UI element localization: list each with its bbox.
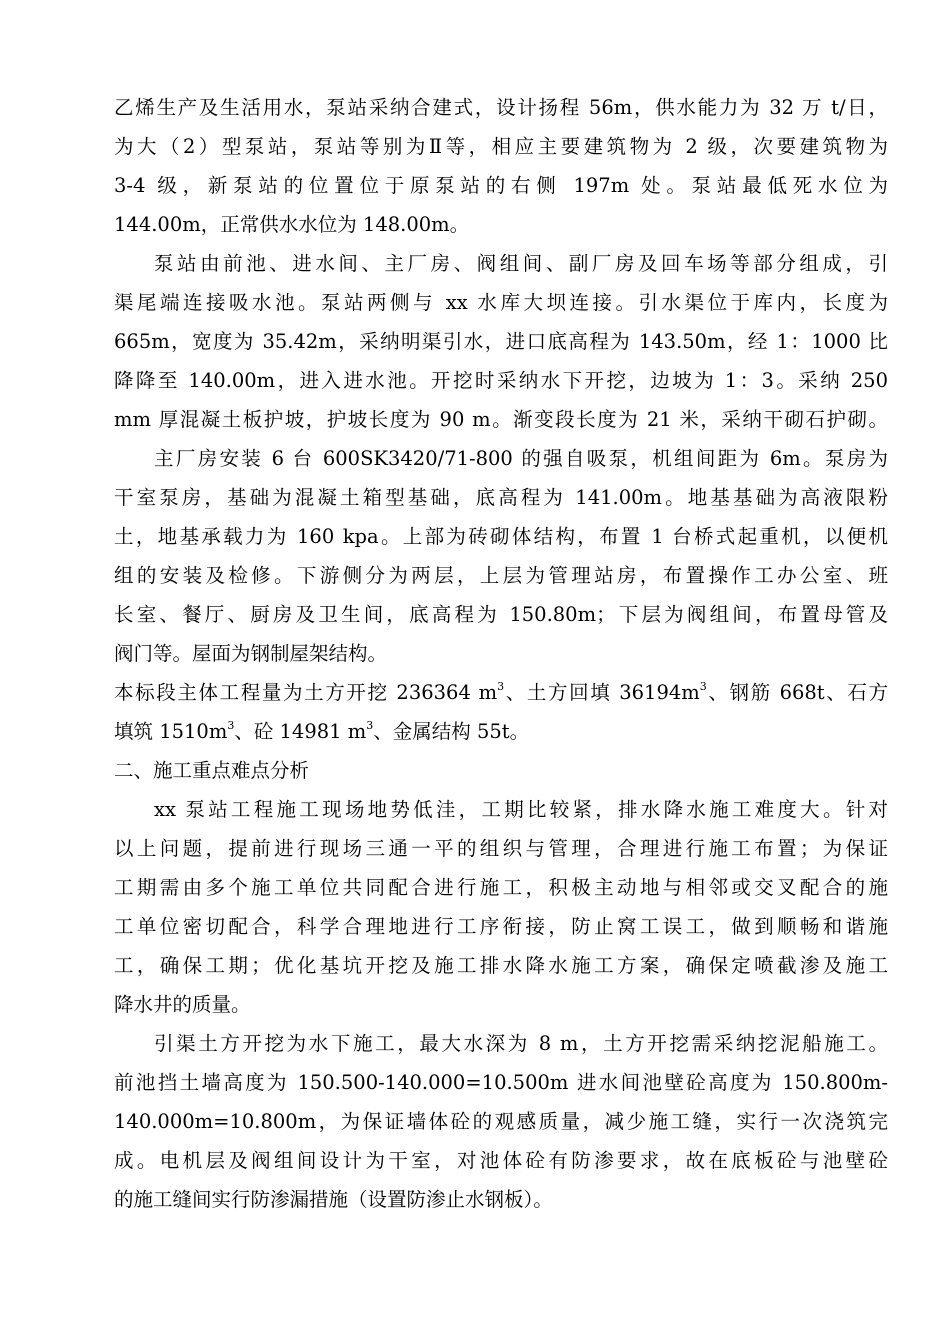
text-line [114, 673, 888, 712]
text-line: 降降至 140.00m，进入进水池。开挖时采纳水下开挖，边坡为 1：3。采纳 250 [114, 369, 888, 392]
text-line: 成。电机层及阀组间设计为干室，对池体砼有防渗要求，故在底板砼与池壁砼 [114, 1149, 888, 1172]
paragraph-pump-station-overview [114, 88, 888, 244]
text-line: 组的安装及检修。下游侧分为两层，上层为管理站房，布置操作工办公室、班 [114, 564, 888, 587]
text-line: 降水井的质量。 [114, 993, 251, 1016]
text-segment: 本标段主体工程量为土方开挖 236364 m [114, 681, 498, 704]
text-line: 前池挡土墙高度为 150.500-140.000=10.500m 进水间池壁砼高度为 150.800m- [114, 1071, 888, 1094]
text-line: 144.00m，正常供水水位为 148.00m。 [114, 213, 470, 236]
superscript: 3 [699, 680, 707, 693]
text-line: 665m，宽度为 35.42m，采纳明渠引水，进口底高程为 143.50m，经 1：1000 比 [114, 330, 888, 353]
text-line: 为大（2）型泵站，泵站等别为Ⅱ等，相应主要建筑物为 2 级，次要建筑物为 [114, 135, 888, 158]
paragraph-main-powerhouse [114, 439, 888, 673]
text-line: 乙烯生产及生活用水，泵站采纳合建式，设计扬程 56m，供水能力为 32 万 t/日， [114, 96, 888, 119]
text-line [114, 712, 888, 751]
text-line: 3-4 级，新泵站的位置位于原泵站的右侧 197m 处。泵站最低死水位为 [114, 174, 888, 197]
superscript: 3 [366, 719, 374, 732]
text-line: 工期需由多个施工单位共同配合进行施工，积极主动地与相邻或交叉配合的施 [114, 876, 888, 899]
text-line: 以上问题，提前进行现场三通一平的组织与管理，合理进行施工布置；为保证 [114, 837, 888, 860]
text-segment: 、砼 14981 m [234, 720, 367, 743]
paragraph-excavation [114, 1024, 888, 1219]
text-line: xx 泵站工程施工现场地势低洼，工期比较紧，排水降水施工难度大。针对 [154, 798, 888, 821]
text-segment: 、钢筋 668t、石方 [706, 681, 888, 704]
text-line: 渠尾端连接吸水池。泵站两侧与 xx 水库大坝连接。引水渠位于库内，长度为 [114, 291, 888, 314]
text-segment: 、土方回填 36194m [504, 681, 700, 704]
text-line: 长室、餐厅、厨房及卫生间，底高程为 150.80m；下层为阀组间，布置母管及 [114, 603, 888, 626]
paragraph-pump-station-composition [114, 244, 888, 439]
text-line: mm 厚混凝土板护坡，护坡长度为 90 m。渐变段长度为 21 米，采纳干砌石护砌。 [114, 408, 888, 431]
superscript: 3 [227, 719, 235, 732]
section-heading: 二、施工重点难点分析 [114, 759, 310, 782]
superscript: 3 [497, 680, 505, 693]
text-line: 土，地基承载力为 160 kpa。上部为砖砌体结构，布置 1 台桥式起重机，以便机 [114, 525, 888, 548]
text-line: 工单位密切配合，科学合理地进行工序衔接，防止窝工误工，做到顺畅和谐施 [114, 915, 888, 938]
text-line: 工，确保工期；优化基坑开挖及施工排水降水施工方案，确保定喷截渗及施工 [114, 954, 888, 977]
text-line: 泵站由前池、进水间、主厂房、阀组间、副厂房及回车场等部分组成，引 [154, 252, 888, 275]
text-line: 引渠土方开挖为水下施工，最大水深为 8 m，土方开挖需采纳挖泥船施工。 [154, 1032, 888, 1055]
document-page [114, 88, 888, 1219]
text-segment: 、金属结构 55t。 [373, 720, 530, 743]
paragraph-key-difficulties [114, 790, 888, 1024]
text-segment: 填筑 1510m [114, 720, 228, 743]
text-line: 140.000m=10.800m，为保证墙体砼的观感质量，减少施工缝，实行一次浇筑完 [114, 1110, 888, 1133]
text-line: 阀门等。屋面为钢制屋架结构。 [114, 642, 388, 665]
text-line: 干室泵房，基础为混凝土箱型基础，底高程为 141.00m。地基基础为高液限粉 [114, 486, 888, 509]
text-line: 主厂房安装 6 台 600SK3420/71-800 的强自吸泵，机组间距为 6m。泵房为 [154, 447, 888, 470]
text-line: 的施工缝间实行防渗漏措施（设置防渗止水钢板）。 [114, 1188, 553, 1211]
paragraph-quantities [114, 673, 888, 751]
